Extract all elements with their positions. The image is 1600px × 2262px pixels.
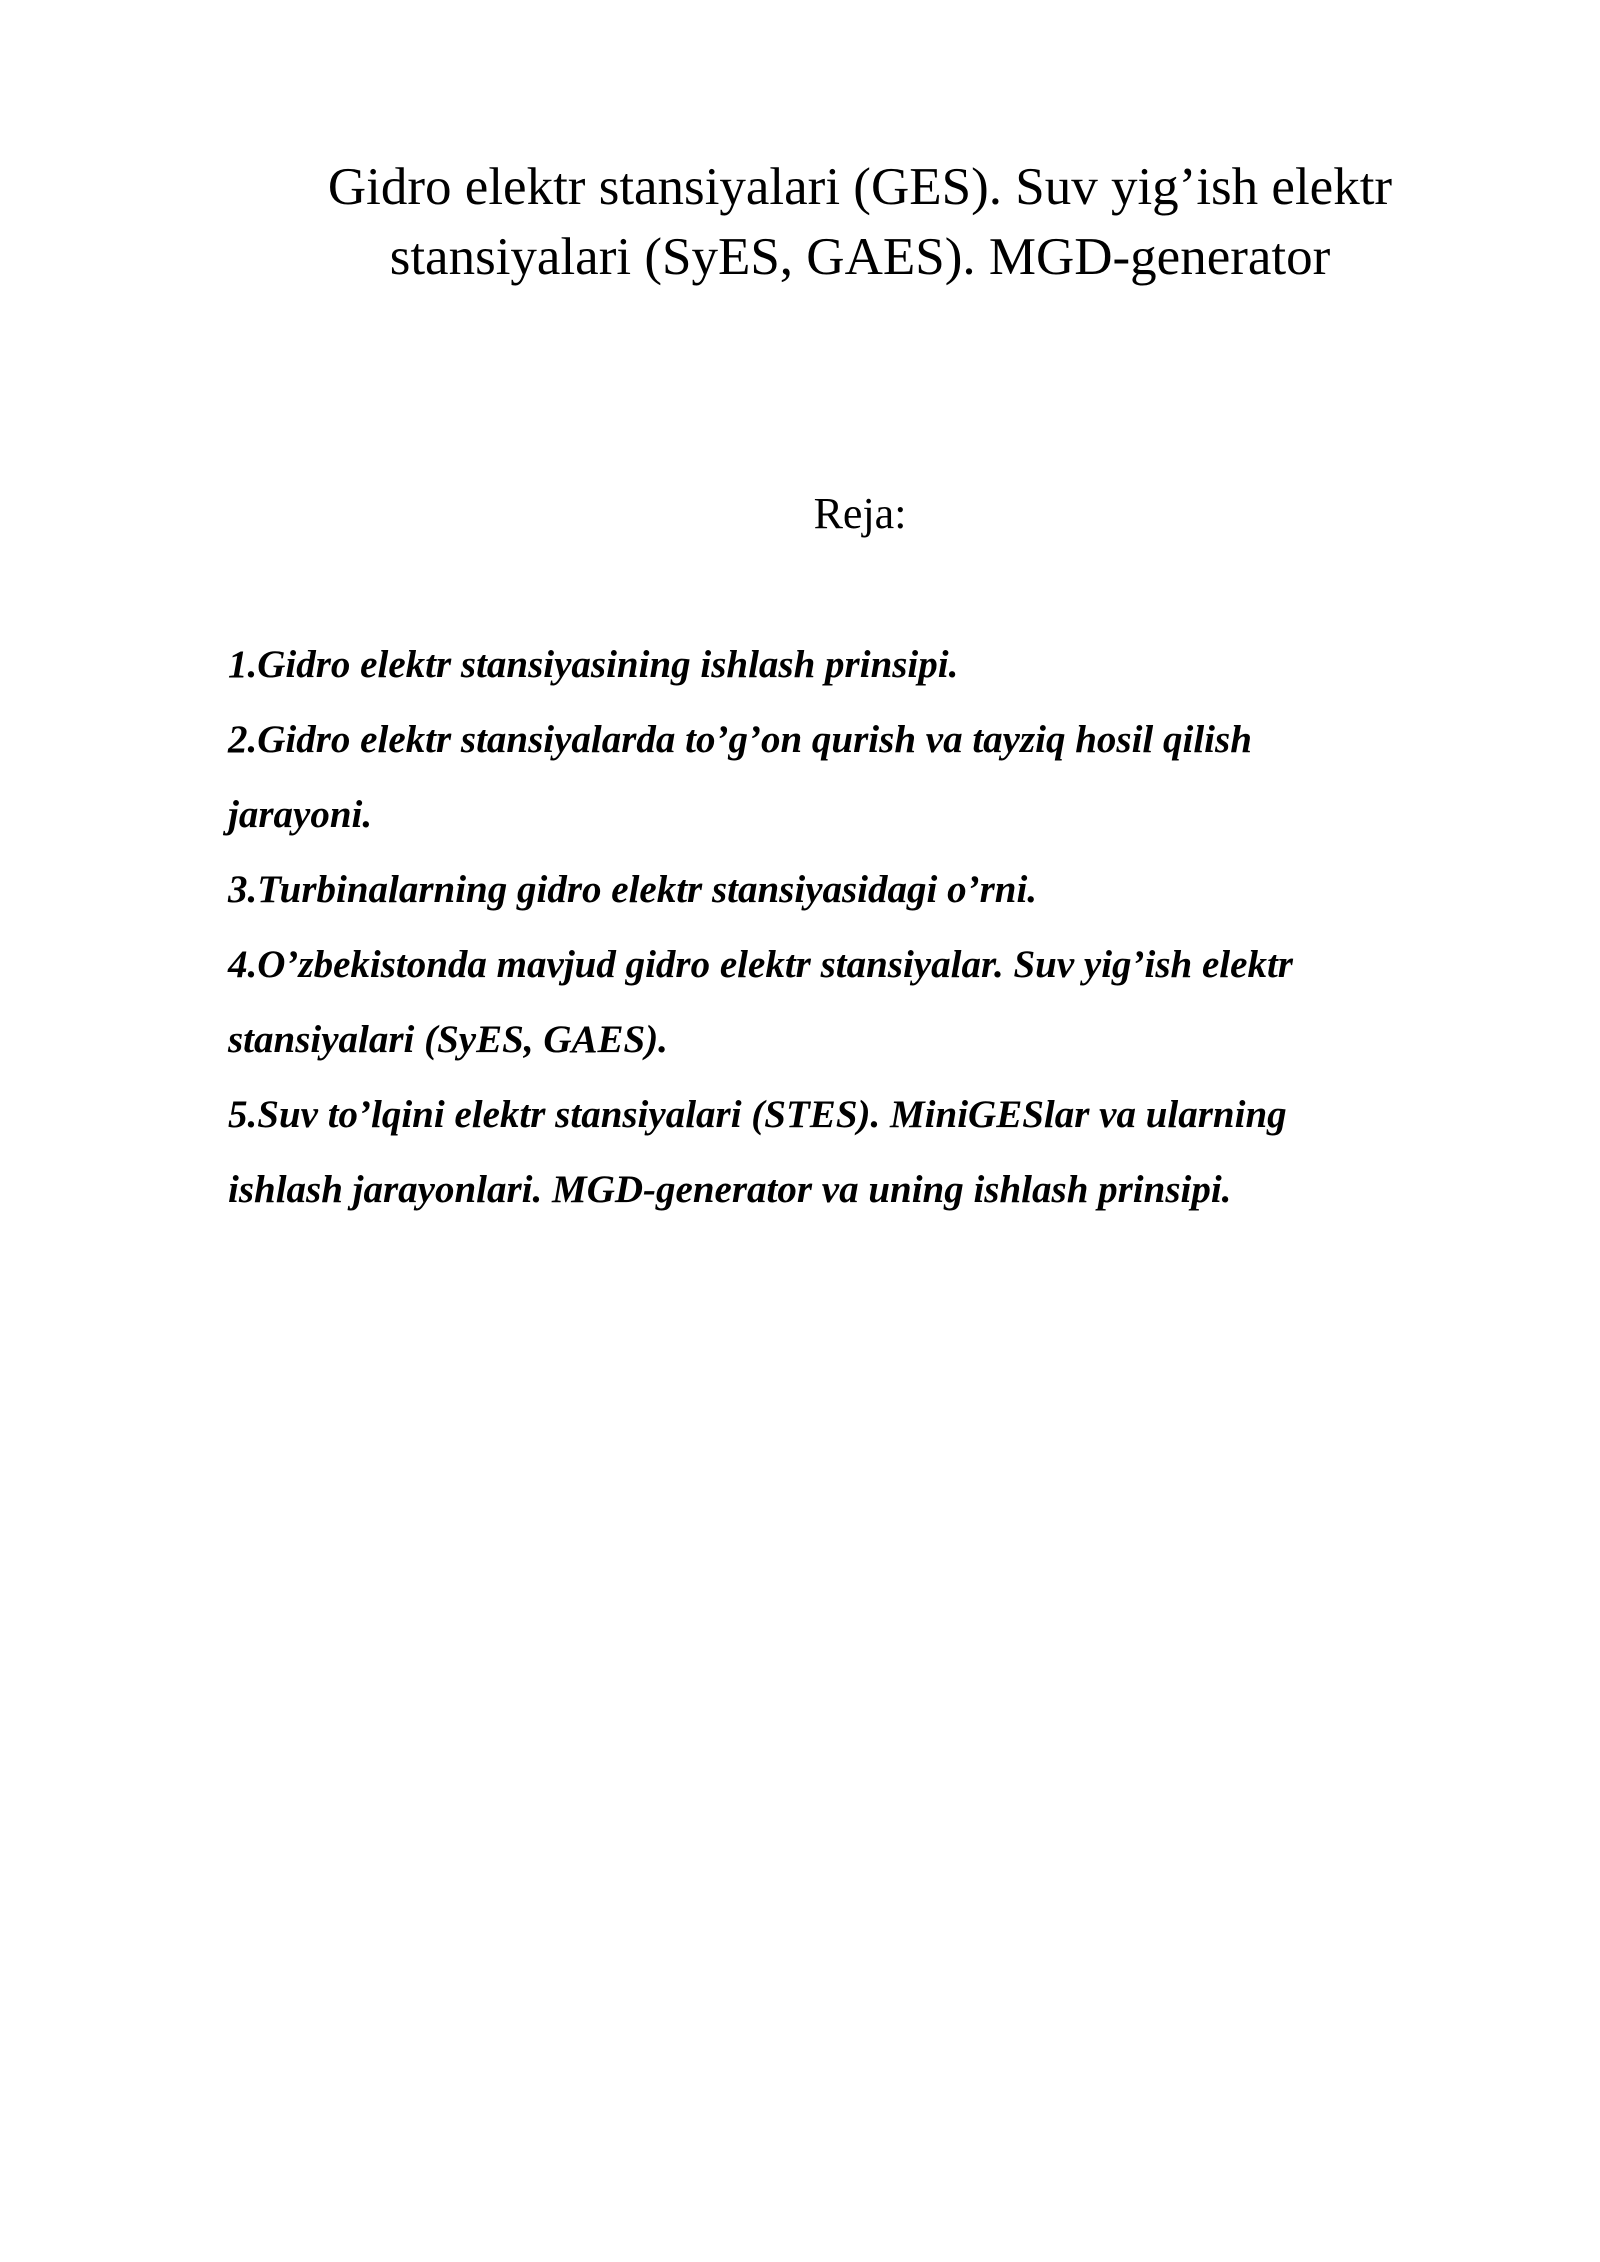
plan-item (228, 1077, 1448, 1227)
plan-item-line: 2.Gidro elektr stansiyalarda to’g’on qurish va tayziq hosil qilish (228, 718, 1252, 761)
plan-item (228, 927, 1448, 1077)
plan-list (228, 627, 1448, 1227)
plan-item-line: 4.O’zbekistonda mavjud gidro elektr stansiyalar. Suv yig’ish elektr (228, 943, 1293, 986)
plan-item (228, 702, 1448, 852)
plan-item (228, 852, 1448, 927)
plan-item (228, 627, 1448, 702)
plan-item-line: 3.Turbinalarning gidro elektr stansiyasidagi o’rni. (228, 868, 1038, 911)
document-title: Gidro elektr stansiyalari (GES). Suv yig’ish elektr stansiyalari (SyES, GAES). MGD-generator (327, 158, 1393, 286)
plan-item-line: ishlash jarayonlari. MGD-generator va uning ishlash prinsipi. (228, 1168, 1232, 1211)
plan-item-line: stansiyalari (SyES, GAES). (228, 1018, 668, 1061)
plan-item-line: 5.Suv to’lqini elektr stansiyalari (STES). MiniGESlar va ularning (228, 1093, 1287, 1136)
plan-item-line: jarayoni. (228, 793, 373, 836)
plan-heading: Reja: (813, 489, 907, 538)
plan-item-line: 1.Gidro elektr stansiyasining ishlash prinsipi. (228, 643, 959, 686)
